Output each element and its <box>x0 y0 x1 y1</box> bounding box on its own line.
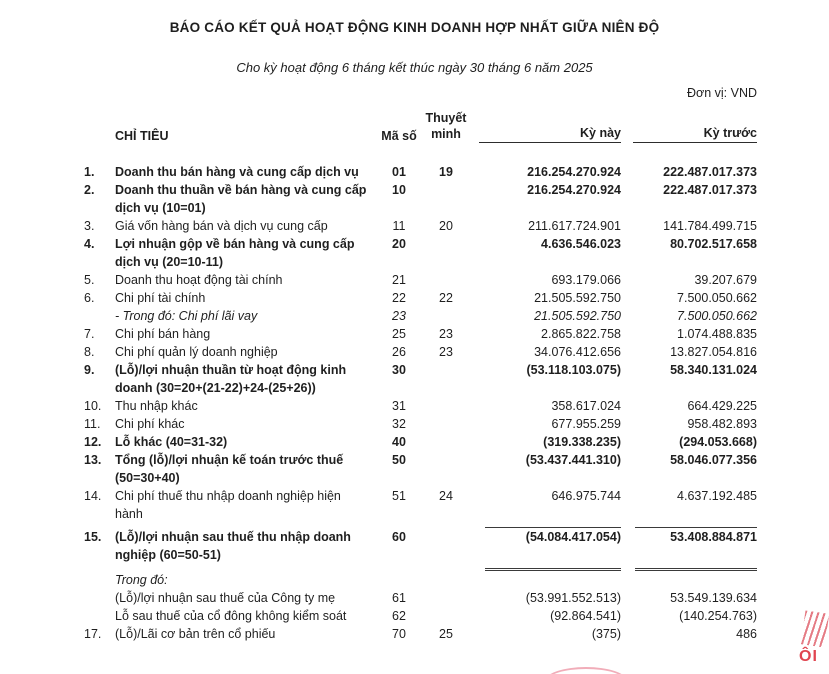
row-prior-period-value: 664.429.225 <box>687 399 757 413</box>
row-prior-period-value: 58.340.131.024 <box>670 363 757 377</box>
row-current-period-value: (54.084.417.054) <box>525 530 621 544</box>
row-current-period-value: (53.991.552.513) <box>525 591 621 605</box>
table-body <box>84 143 757 643</box>
row-item-name: Chi phí tài chính <box>115 291 206 305</box>
row-prior-period-value: 53.408.884.871 <box>670 530 757 544</box>
row-prior-period-value <box>621 571 757 589</box>
row-number: 3. <box>84 219 95 233</box>
table-row <box>84 451 757 487</box>
row-current-period-value: 2.865.822.758 <box>541 327 621 341</box>
table-header <box>84 110 757 143</box>
row-item-name: Doanh thu bán hàng và cung cấp dịch vụ <box>115 165 359 179</box>
table-row <box>84 217 757 235</box>
report-title: BÁO CÁO KẾT QUẢ HOẠT ĐỘNG KINH DOANH HỢP NHẤT GIỮA NIÊN ĐỘ <box>169 20 660 35</box>
row-current-period-value: (53.118.103.075) <box>526 363 621 377</box>
table-row <box>84 307 757 325</box>
row-code-value: 26 <box>392 345 406 359</box>
rule-row <box>84 564 757 571</box>
row-code-value: 01 <box>392 165 406 179</box>
row-note-value: 23 <box>439 327 453 341</box>
row-prior-period-value: 4.637.192.485 <box>677 489 757 503</box>
currency-unit-label: Đơn vị: VND <box>686 86 757 100</box>
row-current-period-value: 693.179.066 <box>551 273 621 287</box>
row-code-value: 11 <box>392 219 406 233</box>
row-item-name: Giá vốn hàng bán và dịch vụ cung cấp <box>115 219 328 233</box>
row-prior-period-value: 80.702.517.658 <box>670 237 757 251</box>
row-current-period-value: 34.076.412.656 <box>534 345 621 359</box>
row-note-value: 20 <box>439 219 453 233</box>
row-prior-period-value: 58.046.077.356 <box>670 453 757 467</box>
row-code-value: 50 <box>392 453 406 467</box>
column-header-note: Thuyết minh <box>425 111 467 141</box>
table-row <box>84 528 757 564</box>
row-number: 15. <box>84 530 102 544</box>
row-note-value <box>421 589 471 607</box>
table-row <box>84 397 757 415</box>
row-code-value: 10 <box>392 183 406 197</box>
row-item-name: Trong đó: <box>115 573 168 587</box>
row-item-name: Chi phí khác <box>115 417 185 431</box>
row-prior-period-value: 39.207.679 <box>694 273 757 287</box>
row-current-period-value: 21.505.592.750 <box>534 291 621 305</box>
income-statement-table <box>84 110 757 643</box>
row-number: 10. <box>84 399 102 413</box>
row-note-value <box>421 397 471 415</box>
row-note-value <box>421 415 471 433</box>
row-code-value: 51 <box>392 489 406 503</box>
row-current-period-value <box>471 571 621 589</box>
row-number: 4. <box>84 237 95 251</box>
row-item-name: Chi phí quản lý doanh nghiệp <box>115 345 278 359</box>
row-code-value: 31 <box>392 399 406 413</box>
row-item-name: Doanh thu thuần về bán hàng và cung cấp dịch vụ (10=01) <box>115 183 367 215</box>
red-stamp-strokes-icon <box>801 610 829 647</box>
table-row <box>84 271 757 289</box>
row-code-value: 21 <box>392 273 406 287</box>
row-current-period-value: 211.617.724.901 <box>528 219 621 233</box>
row-code-value: 70 <box>392 627 406 641</box>
row-number: 12. <box>84 435 102 449</box>
column-header-item: CHỈ TIÊU <box>115 129 169 143</box>
row-prior-period-value: 7.500.050.662 <box>677 309 757 323</box>
table-row <box>84 487 757 523</box>
row-current-period-value: (319.338.235) <box>543 435 621 449</box>
report-period: Cho kỳ hoạt động 6 tháng kết thúc ngày 30 tháng 6 năm 2025 <box>236 60 593 75</box>
row-prior-period-value: 13.827.054.816 <box>670 345 757 359</box>
row-code-value: 61 <box>392 591 406 605</box>
row-note-value <box>421 307 471 325</box>
row-item-name: Lỗ khác (40=31-32) <box>115 435 228 449</box>
row-code-value: 60 <box>392 530 406 544</box>
table-row <box>84 343 757 361</box>
row-number: 1. <box>84 165 95 179</box>
row-note-value <box>421 571 471 589</box>
row-item-name: Chi phí bán hàng <box>115 327 211 341</box>
red-stamp-letters: ÔI <box>799 648 818 665</box>
row-note-value <box>421 433 471 451</box>
row-item-name: Thu nhập khác <box>115 399 198 413</box>
row-item-name: (Lỗ)/Lãi cơ bản trên cổ phiếu <box>115 627 276 641</box>
row-number: 14. <box>84 489 102 503</box>
row-current-period-value: (375) <box>591 627 621 641</box>
row-current-period-value: 216.254.270.924 <box>527 183 621 197</box>
row-number: 11. <box>84 417 101 431</box>
table-row <box>84 181 757 217</box>
row-number <box>84 589 115 607</box>
row-item-name: - Trong đó: Chi phí lãi vay <box>115 309 258 323</box>
table-row <box>84 433 757 451</box>
table-row <box>84 163 757 181</box>
column-header-current-period <box>471 110 621 143</box>
row-item-name: Chi phí thuế thu nhập doanh nghiệp hiện hành <box>115 489 341 521</box>
row-number: 7. <box>84 327 95 341</box>
row-item-name: (Lỗ)/lợi nhuận thuần từ hoạt động kinh doanh (30=20+(21-22)+24-(25+26)) <box>115 363 347 395</box>
row-number <box>84 571 115 589</box>
row-note-value: 19 <box>439 165 453 179</box>
row-code-value: 32 <box>392 417 406 431</box>
row-current-period-value: (92.864.541) <box>550 609 621 623</box>
row-number <box>84 307 115 325</box>
row-item-name: Doanh thu hoạt động tài chính <box>115 273 283 287</box>
row-prior-period-value: 1.074.488.835 <box>677 327 757 341</box>
row-prior-period-value: (294.053.668) <box>679 435 757 449</box>
grand-total-double-rule <box>635 564 757 571</box>
table-row <box>84 325 757 343</box>
row-current-period-value: 677.955.259 <box>551 417 621 431</box>
table-row <box>84 571 757 589</box>
row-note-value: 25 <box>439 627 453 641</box>
row-number: 6. <box>84 291 95 305</box>
row-code-value: 23 <box>392 309 406 323</box>
row-item-name: (Lỗ)/lợi nhuận sau thuế của Công ty mẹ <box>115 591 336 605</box>
column-header-current-period-label: Kỳ này <box>479 126 621 143</box>
row-code-value: 20 <box>392 237 406 251</box>
column-header-prior-period-label: Kỳ trước <box>633 126 757 143</box>
table-row <box>84 589 757 607</box>
row-note-value <box>421 235 471 271</box>
row-prior-period-value: 222.487.017.373 <box>663 165 757 179</box>
row-item-name: Tổng (lỗ)/lợi nhuận kế toán trước thuế (50=30+40) <box>115 453 344 485</box>
row-number <box>84 607 115 625</box>
row-current-period-value: 358.617.024 <box>551 399 621 413</box>
row-prior-period-value: 486 <box>736 627 757 641</box>
row-note-value <box>421 451 471 487</box>
row-number: 2. <box>84 183 95 197</box>
row-item-name: (Lỗ)/lợi nhuận sau thuế thu nhập doanh nghiệp (60=50-51) <box>115 530 351 562</box>
row-prior-period-value: 222.487.017.373 <box>663 183 757 197</box>
table-row <box>84 361 757 397</box>
grand-total-double-rule <box>485 564 621 571</box>
header-spacer <box>84 110 115 143</box>
row-number: 9. <box>84 363 95 377</box>
row-note-value <box>421 271 471 289</box>
row-prior-period-value: (140.254.763) <box>679 609 757 623</box>
row-note-value: 22 <box>439 291 453 305</box>
row-note-value <box>421 181 471 217</box>
row-prior-period-value: 7.500.050.662 <box>677 291 757 305</box>
column-header-code: Mã số <box>381 129 417 143</box>
row-note-value <box>421 361 471 397</box>
row-note-value <box>421 528 471 564</box>
row-number: 5. <box>84 273 95 287</box>
row-current-period-value: 21.505.592.750 <box>534 309 621 323</box>
row-note-value: 24 <box>439 489 453 503</box>
table-row <box>84 289 757 307</box>
table-row <box>84 415 757 433</box>
row-prior-period-value: 958.482.893 <box>687 417 757 431</box>
row-note-value <box>421 607 471 625</box>
row-prior-period-value: 53.549.139.634 <box>670 591 757 605</box>
column-header-prior-period <box>621 110 757 143</box>
row-current-period-value: (53.437.441.310) <box>525 453 621 467</box>
row-number: 8. <box>84 345 95 359</box>
table-row <box>84 625 757 643</box>
row-current-period-value: 646.975.744 <box>551 489 621 503</box>
table-row <box>84 607 757 625</box>
table-row <box>84 235 757 271</box>
row-prior-period-value: 141.784.499.715 <box>663 219 757 233</box>
row-note-value: 23 <box>439 345 453 359</box>
row-current-period-value: 216.254.270.924 <box>527 165 621 179</box>
row-code-value: 40 <box>392 435 406 449</box>
row-code-value: 22 <box>392 291 406 305</box>
header-row <box>84 110 757 143</box>
row-code-value <box>377 571 421 589</box>
row-item-name: Lỗ sau thuế của cổ đông không kiểm soát <box>115 609 347 623</box>
row-code-value: 62 <box>392 609 406 623</box>
row-number: 13. <box>84 453 102 467</box>
row-code-value: 30 <box>392 363 406 377</box>
row-number: 17. <box>84 627 102 641</box>
row-current-period-value: 4.636.546.023 <box>541 237 621 251</box>
row-code-value: 25 <box>392 327 406 341</box>
row-item-name: Lợi nhuận gộp về bán hàng và cung cấp dịch vụ (20=10-11) <box>115 237 355 269</box>
red-stamp-arc-icon <box>545 667 627 674</box>
